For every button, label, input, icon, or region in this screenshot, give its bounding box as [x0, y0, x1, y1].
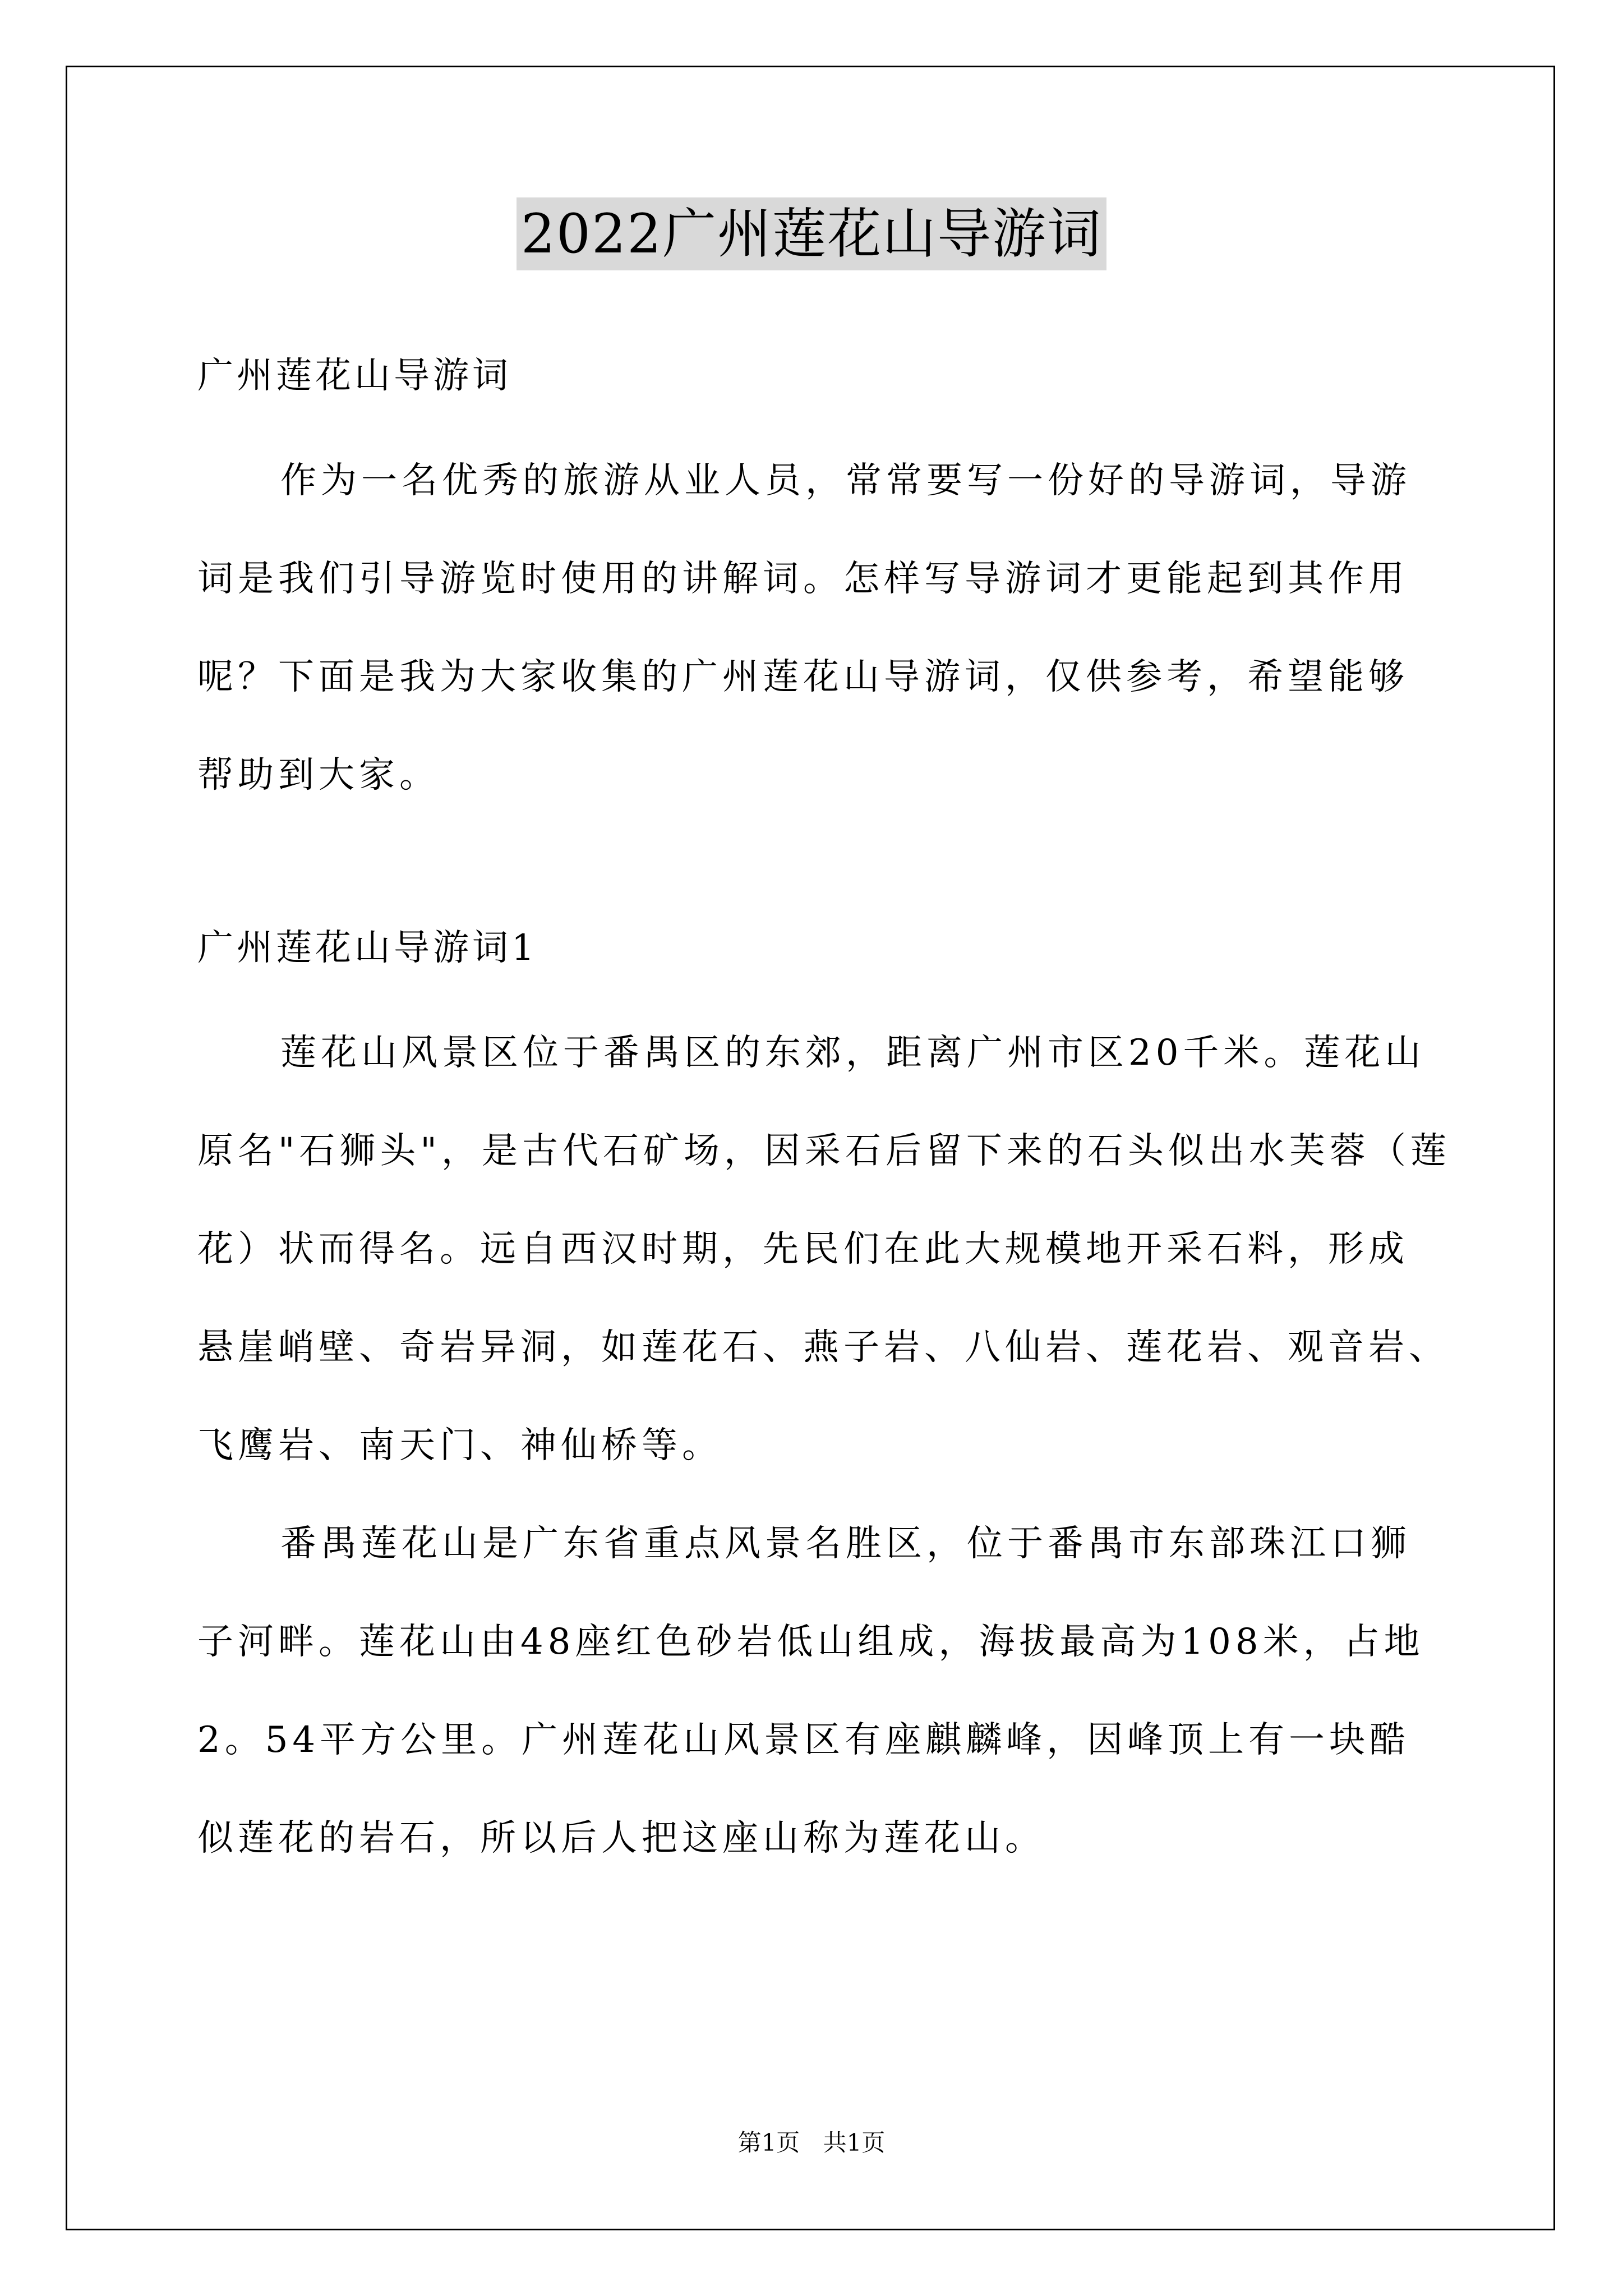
paragraph-line: 莲花山风景区位于番禺区的东郊，距离广州市区20千米。莲花山: [280, 1032, 1426, 1074]
paragraph-line: 番禺莲花山是广东省重点风景名胜区，位于番禺市东部珠江口狮: [280, 1523, 1411, 1565]
title-container: [0, 197, 1623, 270]
page-number-total: 共1页: [823, 2129, 886, 2156]
paragraph-1: [197, 1004, 1451, 1495]
document-body: [197, 342, 1451, 1888]
intro-line: 词是我们引导游览时使用的讲解词。怎样写导游词才更能起到其作用: [197, 558, 1409, 600]
paragraph-2: [197, 1495, 1437, 1888]
paragraph-line: 悬崖峭壁、奇岩异洞，如莲花石、燕子岩、八仙岩、莲花岩、观音岩、: [197, 1327, 1449, 1368]
paragraph-line: 似莲花的岩石，所以后人把这座山称为莲花山。: [197, 1818, 1045, 1859]
paragraph-line: 飞鹰岩、南天门、神仙桥等。: [197, 1425, 722, 1466]
document-subtitle: 广州莲花山导游词: [197, 355, 511, 397]
document-title: 2022广州莲花山导游词: [517, 197, 1106, 270]
paragraph-line: 花）状而得名。远自西汉时期，先民们在此大规模地开采石料，形成: [197, 1228, 1409, 1270]
paragraph-line: 2。54平方公里。广州莲花山风景区有座麒麟峰，因峰顶上有一块酷: [197, 1719, 1410, 1761]
intro-line: 作为一名优秀的旅游从业人员，常常要写一份好的导游词，导游: [280, 460, 1411, 501]
page-number-current: 第1页: [737, 2129, 800, 2156]
intro-line: 帮助到大家。: [197, 754, 440, 796]
section-heading: 广州莲花山导游词1: [197, 927, 538, 969]
intro-paragraph: [197, 432, 1437, 825]
intro-line: 呢？下面是我为大家收集的广州莲花山导游词，仅供参考，希望能够: [197, 656, 1409, 698]
paragraph-line: 原名"石狮头"，是古代石矿场，因采石后留下来的石头似出水芙蓉（莲: [197, 1130, 1451, 1172]
paragraph-line: 子河畔。莲花山由48座红色砂岩低山组成，海拔最高为108米，占地: [197, 1621, 1424, 1663]
page-footer: [0, 2126, 1623, 2160]
